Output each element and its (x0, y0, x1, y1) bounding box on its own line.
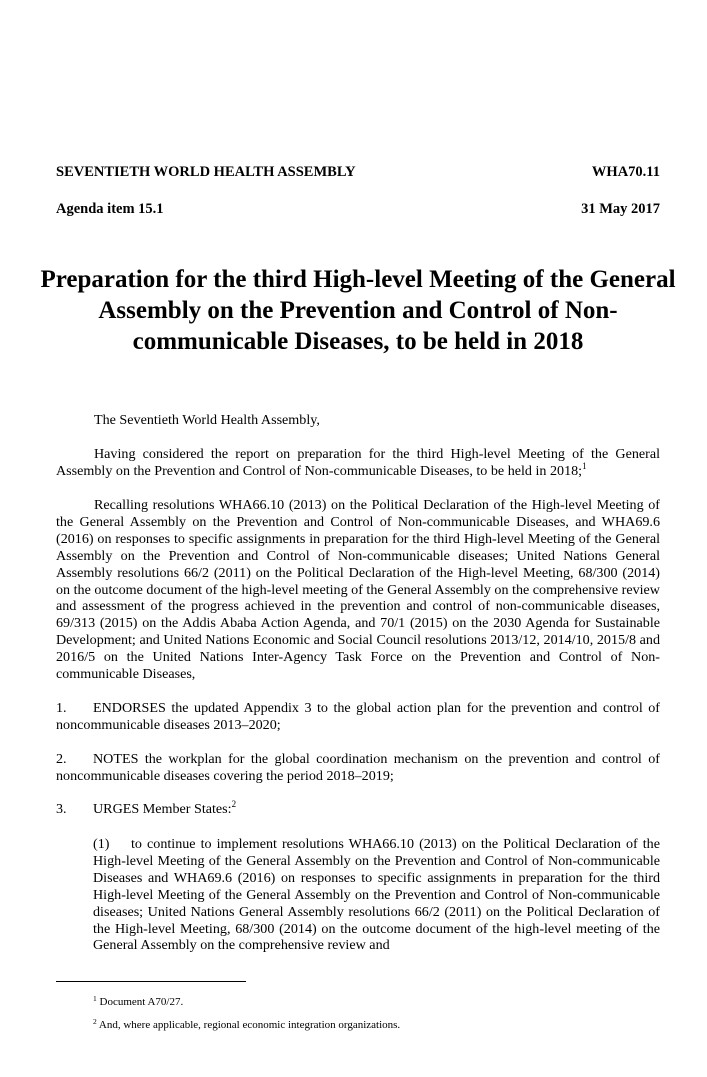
assembly-name: SEVENTIETH WORLD HEALTH ASSEMBLY (56, 164, 356, 180)
item-text: URGES Member States: (93, 801, 232, 817)
item-number: 1. (56, 700, 67, 716)
having-considered-text: Having considered the report on preparation for the third High-level Meeting of the General Assembly on the Prevention and Control of Non-communicable Diseases, to be held in 2018; (56, 446, 660, 479)
operative-item-1 (56, 700, 660, 734)
document-title: Preparation for the third High-level Meeting of the General Assembly on the Prevention and Control of Non-communicable Diseases, to be held in 2018 (40, 266, 676, 355)
footnote-ref-2: 2 (231, 799, 237, 809)
document-header-top (56, 163, 660, 181)
subitem-number: (1) (93, 836, 110, 852)
agenda-item: Agenda item 15.1 (56, 201, 164, 217)
resolution-date: 31 May 2017 (581, 201, 660, 217)
opening-text: The Seventieth World Health Assembly, (94, 412, 320, 428)
footnote-1 (93, 996, 183, 1009)
item-number: 2. (56, 751, 67, 767)
footnote-marker: 1 (93, 994, 97, 1003)
footnote-marker: 2 (93, 1017, 97, 1026)
resolution-number: WHA70.11 (591, 164, 660, 180)
operative-item-2 (56, 751, 660, 785)
item-number: 3. (56, 801, 67, 817)
item-text: ENDORSES the updated Appendix 3 to the global action plan for the prevention and control of noncommunicable diseases 2013–2020; (56, 700, 660, 733)
footnote-ref-1: 1 (582, 460, 587, 471)
document-header-bottom (56, 200, 660, 218)
subitem-3-1 (93, 836, 660, 954)
item-text: NOTES the workplan for the global coordination mechanism on the prevention and control of noncommunicable diseases covering the period 2018–2019; (56, 751, 660, 784)
opening-paragraph (56, 412, 660, 429)
footnote-text: And, where applicable, regional economic integration organizations. (98, 1019, 401, 1031)
recalling-paragraph (56, 497, 660, 683)
operative-item-3 (56, 801, 660, 818)
having-considered-paragraph (56, 446, 660, 480)
footnote-separator (56, 981, 246, 982)
footnote-text: Document A70/27. (99, 996, 184, 1008)
recalling-text: Recalling resolutions WHA66.10 (2013) on the Political Declaration of the High-level Meeting of the General Assembly on the Prevention and Control of Non-communicable Diseases, and WHA69.6 (2016) on responses to specific assignments in preparation for the third High-level Meeting of the General Assembly on the Prevention and Control of Non-communicable diseases; United Nations General Assembly resolutions 66/2 (2011) on the Political Declaration of the High-level Meeting, 68/300 (2014) on the outcome document of the high-level meeting of the General Assembly on the comprehensive review and assessment of the progress achieved in the prevention and control of non-communicable diseases, 69/313 (2015) on the Addis Ababa Action Agenda, and 70/1 (2015) on the 2030 Agenda for Sustainable Development; and United Nations Economic and Social Council resolutions 2013/12, 2014/10, 2015/8 and 2016/5 on the United Nations Inter-Agency Task Force on the Prevention and Control of Non-communicable Diseases, (56, 497, 660, 683)
footnote-2 (93, 1019, 400, 1032)
subitem-text: to continue to implement resolutions WHA66.10 (2013) on the Political Declaration of the High-level Meeting of the General Assembly on the Prevention and Control of Non-communicable Diseases and WHA69.6 (2016) on responses to specific assignments in preparation for the third High-level Meeting of the General Assembly on the Prevention and Control of Non-communicable diseases; United Nations General Assembly resolutions 66/2 (2011) on the Political Declaration of the High-level Meeting, 68/300 (2014) on the outcome document of the high-level meeting of the General Assembly on the comprehensive review and (93, 836, 660, 954)
